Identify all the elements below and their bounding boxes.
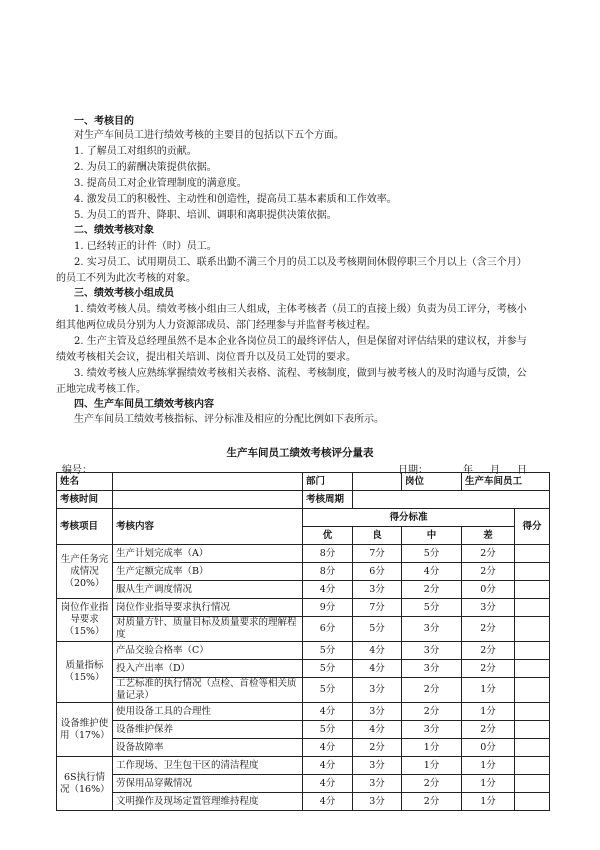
col-content-header: 考核内容 xyxy=(113,509,303,545)
score-average: 2分 xyxy=(402,775,462,793)
table-row xyxy=(57,545,550,563)
criterion: 工艺标准的执行情况（点检、首检等相关质量记录） xyxy=(113,678,303,703)
score-average: 5分 xyxy=(402,599,462,617)
score-excellent: 4分 xyxy=(303,775,353,793)
score-cell[interactable] xyxy=(515,757,550,775)
table-row xyxy=(57,775,550,793)
score-cell[interactable] xyxy=(515,703,550,721)
section-3-item: 绩效考核相关会议，提出相关培训、岗位晋升以及员工处罚的要求。 xyxy=(56,352,356,363)
period-label: 考核周期 xyxy=(303,491,353,509)
criterion: 对质量方针、质量目标及质量要求的理解程度 xyxy=(113,617,303,642)
score-good: 3分 xyxy=(353,678,402,703)
date-label: 日期： xyxy=(398,465,428,476)
section-3-heading: 三、绩效考核小组成员 xyxy=(74,288,174,299)
criterion: 设备维护保养 xyxy=(113,721,303,739)
score-good: 3分 xyxy=(353,757,402,775)
score-table xyxy=(56,472,550,811)
score-cell[interactable] xyxy=(515,775,550,793)
dept-label: 部门 xyxy=(303,473,353,491)
section-1-item: 4. 激发员工的积极性、主动性和创造性，提高员工基本素质和工作效率。 xyxy=(74,194,397,205)
criterion: 投入产出率（D） xyxy=(113,660,303,678)
score-excellent: 6分 xyxy=(303,617,353,642)
score-excellent: 8分 xyxy=(303,563,353,581)
score-poor: 1分 xyxy=(462,678,515,703)
criterion: 服从生产调度情况 xyxy=(113,581,303,599)
score-poor: 1分 xyxy=(462,793,515,811)
table-row xyxy=(57,757,550,775)
section-1-heading: 一、考核目的 xyxy=(74,116,134,127)
score-good: 4分 xyxy=(353,721,402,739)
score-average: 2分 xyxy=(402,581,462,599)
score-average: 1分 xyxy=(402,739,462,757)
date-year: 年 xyxy=(463,465,473,476)
score-excellent: 4分 xyxy=(303,581,353,599)
score-average: 3分 xyxy=(402,642,462,660)
score-good: 4分 xyxy=(353,642,402,660)
score-poor: 2分 xyxy=(462,642,515,660)
score-cell[interactable] xyxy=(515,599,550,617)
score-average: 3分 xyxy=(402,660,462,678)
score-excellent: 5分 xyxy=(303,678,353,703)
criterion: 文明操作及现场定置管理维持程度 xyxy=(113,793,303,811)
criterion: 使用设备工具的合理性 xyxy=(113,703,303,721)
score-poor: 2分 xyxy=(462,563,515,581)
score-good: 7分 xyxy=(353,599,402,617)
table-row xyxy=(57,739,550,757)
score-poor: 1分 xyxy=(462,775,515,793)
table-row xyxy=(57,721,550,739)
table-row xyxy=(57,678,550,703)
group-name: 生产任务完成情况（20%） xyxy=(57,545,113,599)
score-excellent: 4分 xyxy=(303,757,353,775)
section-4-intro: 生产车间员工绩效考核指标、评分标准及相应的分配比例如下表所示。 xyxy=(74,414,384,425)
score-cell[interactable] xyxy=(515,793,550,811)
number-label: 编号： xyxy=(62,465,92,476)
section-3-item: 正地完成考核工作。 xyxy=(56,384,146,395)
dept-value[interactable] xyxy=(353,473,402,491)
section-1-item: 1. 了解员工对组织的贡献。 xyxy=(74,146,197,157)
criterion: 设备故障率 xyxy=(113,739,303,757)
table-row xyxy=(57,473,550,491)
score-cell[interactable] xyxy=(515,642,550,660)
table-row xyxy=(57,563,550,581)
score-cell[interactable] xyxy=(515,545,550,563)
table-row xyxy=(57,642,550,660)
table-row xyxy=(57,793,550,811)
score-poor: 1分 xyxy=(462,703,515,721)
table-row xyxy=(57,660,550,678)
score-excellent: 4分 xyxy=(303,703,353,721)
score-good: 4分 xyxy=(353,660,402,678)
score-good: 3分 xyxy=(353,703,402,721)
col-score-header: 得分 xyxy=(515,509,550,545)
score-excellent: 9分 xyxy=(303,599,353,617)
score-cell[interactable] xyxy=(515,660,550,678)
score-good: 3分 xyxy=(353,581,402,599)
section-2-item: 2. 实习员工、试用期员工、联系出勤不满三个月的员工以及考核期间休假停职三个月以上（含三个月） xyxy=(74,257,527,268)
col-item-header: 考核项目 xyxy=(57,509,113,545)
score-cell[interactable] xyxy=(515,678,550,703)
criterion: 产品交验合格率（C） xyxy=(113,642,303,660)
score-good: 6分 xyxy=(353,563,402,581)
score-poor: 2分 xyxy=(462,617,515,642)
score-poor: 1分 xyxy=(462,757,515,775)
score-poor: 3分 xyxy=(462,599,515,617)
score-excellent: 5分 xyxy=(303,721,353,739)
section-1-intro: 对生产车间员工进行绩效考核的主要目的包括以下五个方面。 xyxy=(74,130,344,141)
table-row xyxy=(57,581,550,599)
time-value[interactable] xyxy=(113,491,303,509)
score-poor: 2分 xyxy=(462,721,515,739)
score-average: 2分 xyxy=(402,793,462,811)
section-4-heading: 四、生产车间员工绩效考核内容 xyxy=(74,399,214,410)
section-2-item: 的员工不列为此次考核的对象。 xyxy=(56,273,196,284)
score-average: 4分 xyxy=(402,563,462,581)
score-excellent: 5分 xyxy=(303,642,353,660)
score-cell[interactable] xyxy=(515,617,550,642)
score-average: 1分 xyxy=(402,757,462,775)
score-average: 5分 xyxy=(402,545,462,563)
score-cell[interactable] xyxy=(515,581,550,599)
section-1-item: 2. 为员工的薪酬决策提供依据。 xyxy=(74,162,217,173)
name-value[interactable] xyxy=(113,473,303,491)
score-good: 2分 xyxy=(353,739,402,757)
score-poor: 0分 xyxy=(462,739,515,757)
period-value[interactable] xyxy=(353,491,550,509)
score-average: 2分 xyxy=(402,703,462,721)
table-row xyxy=(57,491,550,509)
score-cell[interactable] xyxy=(515,739,550,757)
section-2-heading: 二、绩效考核对象 xyxy=(74,225,154,236)
col-standard-header: 得分标准 xyxy=(303,509,515,527)
score-cell[interactable] xyxy=(515,721,550,739)
table-row xyxy=(57,509,550,527)
score-excellent: 5分 xyxy=(303,660,353,678)
time-label: 考核时间 xyxy=(57,491,113,509)
criterion: 岗位作业指导要求执行情况 xyxy=(113,599,303,617)
score-good: 3分 xyxy=(353,775,402,793)
group-name: 岗位作业指导要求（15%） xyxy=(57,599,113,642)
criterion: 工作现场、卫生包干区的清洁程度 xyxy=(113,757,303,775)
post-value: 生产车间员工 xyxy=(462,473,550,491)
score-cell[interactable] xyxy=(515,563,550,581)
level-header: 中 xyxy=(402,527,462,545)
score-excellent: 4分 xyxy=(303,739,353,757)
date-month: 月 xyxy=(490,465,500,476)
score-good: 7分 xyxy=(353,545,402,563)
score-average: 2分 xyxy=(402,678,462,703)
table-title: 生产车间员工绩效考核评分量表 xyxy=(226,447,374,459)
score-good: 3分 xyxy=(353,793,402,811)
table-row xyxy=(57,617,550,642)
score-average: 3分 xyxy=(402,617,462,642)
score-average: 3分 xyxy=(402,721,462,739)
score-poor: 2分 xyxy=(462,545,515,563)
group-name: 设备维护使用（17%） xyxy=(57,703,113,757)
section-3-item: 2. 生产主管及总经理虽然不是本企业各岗位员工的最终评估人，但是保留对评估结果的建议权，并参与 xyxy=(74,336,527,347)
score-good: 5分 xyxy=(353,617,402,642)
criterion: 生产计划完成率（A） xyxy=(113,545,303,563)
name-label: 姓名 xyxy=(57,473,113,491)
group-name: 6S执行情况（16%） xyxy=(57,757,113,811)
level-header: 优 xyxy=(303,527,353,545)
section-1-item: 5. 为员工的晋升、降职、培训、调职和离职提供决策依据。 xyxy=(74,210,337,221)
section-2-item: 1. 已经转正的计件（时）员工。 xyxy=(74,241,217,252)
section-3-item: 3. 绩效考核人应熟练掌握绩效考核相关表格、流程、考核制度，做到与被考核人的及时沟通与反馈，公 xyxy=(74,368,527,379)
group-name: 质量指标（15%） xyxy=(57,642,113,703)
table-row xyxy=(57,703,550,721)
date-day: 日 xyxy=(517,465,527,476)
score-poor: 2分 xyxy=(462,660,515,678)
criterion: 生产定额完成率（B） xyxy=(113,563,303,581)
table-row xyxy=(57,599,550,617)
section-3-item: 1. 绩效考核人员。绩效考核小组由三人组成，主体考核者（员工的直接上级）负责为员工评分，考核小 xyxy=(74,304,527,315)
section-1-item: 3. 提高员工对企业管理制度的满意度。 xyxy=(74,178,247,189)
section-3-item: 组其他两位成员分别为人力资源部成员、部门经理参与并监督考核过程。 xyxy=(56,320,376,331)
score-excellent: 4分 xyxy=(303,793,353,811)
level-header: 良 xyxy=(353,527,402,545)
score-excellent: 8分 xyxy=(303,545,353,563)
score-poor: 0分 xyxy=(462,581,515,599)
post-label: 岗位 xyxy=(402,473,462,491)
level-header: 差 xyxy=(462,527,515,545)
criterion: 劳保用品穿戴情况 xyxy=(113,775,303,793)
